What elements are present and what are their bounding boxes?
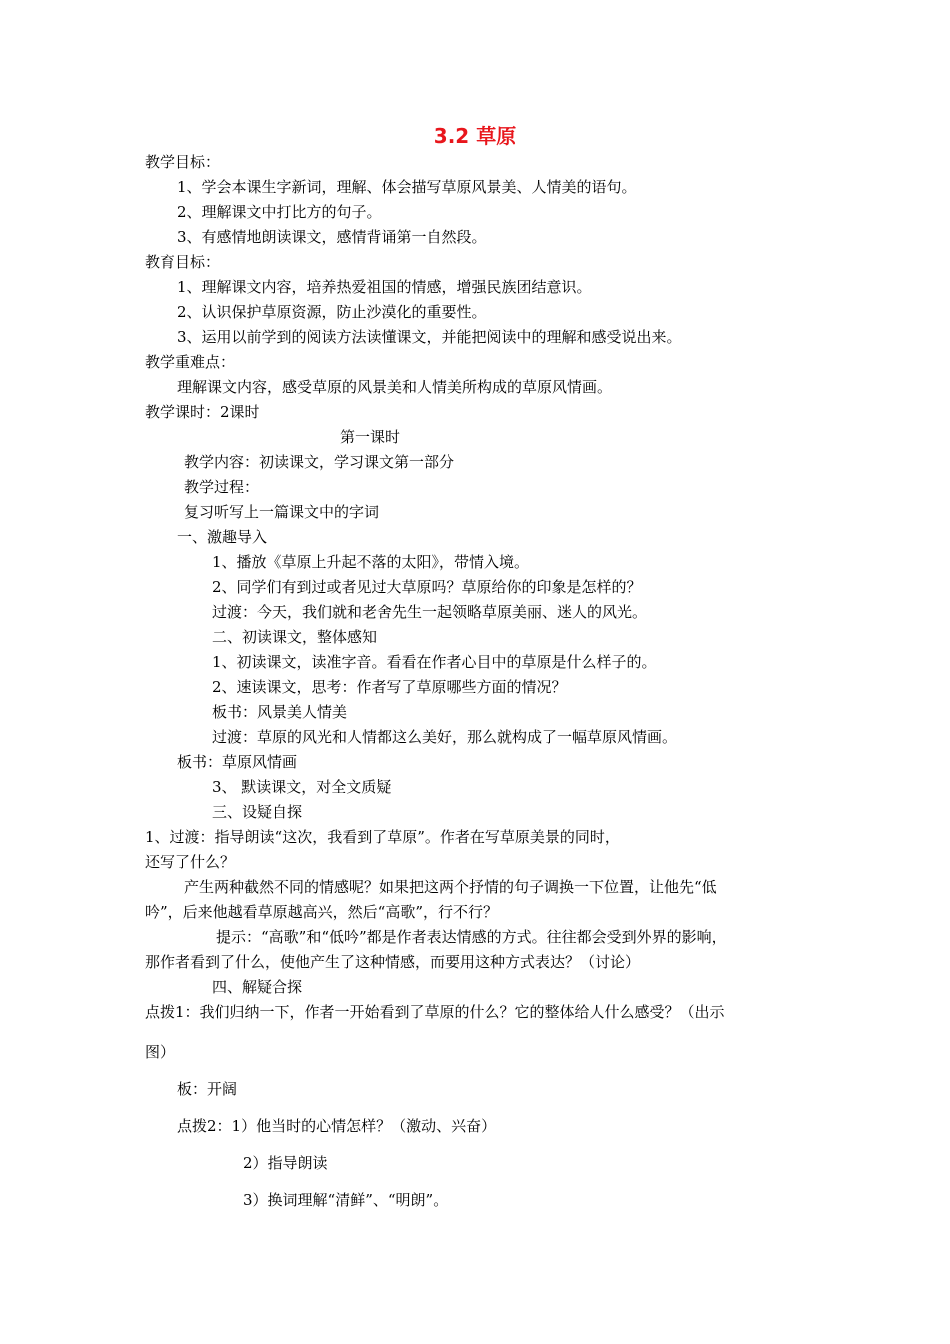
heading-education-goals: 教育目标： bbox=[145, 253, 221, 271]
text-line: 3、有感情地朗读课文，感情背诵第一自然段。 bbox=[177, 228, 487, 246]
text-line: 2、同学们有到过或者见过大草原吗？草原给你的印象是怎样的？ bbox=[212, 578, 642, 596]
text-line: 复习听写上一篇课文中的字词 bbox=[184, 503, 380, 521]
text-line: 3、运用以前学到的阅读方法读懂课文，并能把阅读中的理解和感受说出来。 bbox=[177, 328, 682, 346]
text-line: 提示：“高歌”和“低吟”都是作者表达情感的方式。往往都会受到外界的影响， bbox=[216, 928, 727, 946]
heading-key-points: 教学重难点： bbox=[145, 353, 236, 371]
text-line: 点拨1：我们归纳一下，作者一开始看到了草原的什么？它的整体给人什么感受？（出示 bbox=[145, 1003, 725, 1021]
text-line: 2、理解课文中打比方的句子。 bbox=[177, 203, 382, 221]
text-line: 点拨2：1）他当时的心情怎样？（激动、兴奋） bbox=[177, 1117, 497, 1135]
text-line: 还写了什么？ bbox=[145, 853, 236, 871]
heading-class-hours: 教学课时：2课时 bbox=[145, 403, 260, 421]
text-line: 过渡：草原的风光和人情都这么美好，那么就构成了一幅草原风情画。 bbox=[212, 728, 678, 746]
section-heading: 一、激趣导入 bbox=[177, 528, 268, 546]
heading-first-lesson: 第一课时 bbox=[340, 428, 401, 446]
text-line: 3、 默读课文，对全文质疑 bbox=[212, 778, 392, 796]
text-line: 那作者看到了什么，使他产生了这种情感，而要用这种方式表达？（讨论） bbox=[145, 953, 641, 971]
text-line: 过渡：今天，我们就和老舍先生一起领略草原美丽、迷人的风光。 bbox=[212, 603, 648, 621]
text-line: 1、初读课文，读准字音。看看在作者心目中的草原是什么样子的。 bbox=[212, 653, 657, 671]
text-line: 2、速读课文，思考：作者写了草原哪些方面的情况？ bbox=[212, 678, 567, 696]
text-line: 板：开阔 bbox=[177, 1080, 238, 1098]
section-heading: 三、设疑自探 bbox=[212, 803, 303, 821]
text-line: 图） bbox=[145, 1043, 176, 1061]
text-line: 2）指导朗读 bbox=[243, 1154, 328, 1172]
text-line: 板书：草原风情画 bbox=[177, 753, 298, 771]
text-line: 3）换词理解“清鲜”、“明朗”。 bbox=[243, 1191, 449, 1209]
text-line: 理解课文内容，感受草原的风景美和人情美所构成的草原风情画。 bbox=[177, 378, 613, 396]
text-line: 吟”，后来他越看草原越高兴，然后“高歌”，行不行？ bbox=[145, 903, 499, 921]
text-line: 2、认识保护草原资源，防止沙漠化的重要性。 bbox=[177, 303, 487, 321]
section-heading: 四、解疑合探 bbox=[212, 978, 303, 996]
text-line: 教学内容：初读课文，学习课文第一部分 bbox=[184, 453, 455, 471]
document-title: 3.2 草原 bbox=[433, 124, 517, 148]
text-line: 1、学会本课生字新词，理解、体会描写草原风景美、人情美的语句。 bbox=[177, 178, 637, 196]
text-line: 教学过程： bbox=[184, 478, 260, 496]
text-line: 板书：风景美人情美 bbox=[212, 703, 348, 721]
text-line: 产生两种截然不同的情感呢？如果把这两个抒情的句子调换一下位置，让他先“低 bbox=[184, 878, 717, 896]
heading-teaching-goals: 教学目标： bbox=[145, 153, 221, 171]
text-line: 1、过渡：指导朗读“这次，我看到了草原”。作者在写草原美景的同时， bbox=[145, 828, 620, 846]
text-line: 1、播放《草原上升起不落的太阳》，带情入境。 bbox=[212, 553, 530, 571]
text-line: 1、理解课文内容，培养热爱祖国的情感，增强民族团结意识。 bbox=[177, 278, 592, 296]
section-heading: 二、初读课文，整体感知 bbox=[212, 628, 378, 646]
